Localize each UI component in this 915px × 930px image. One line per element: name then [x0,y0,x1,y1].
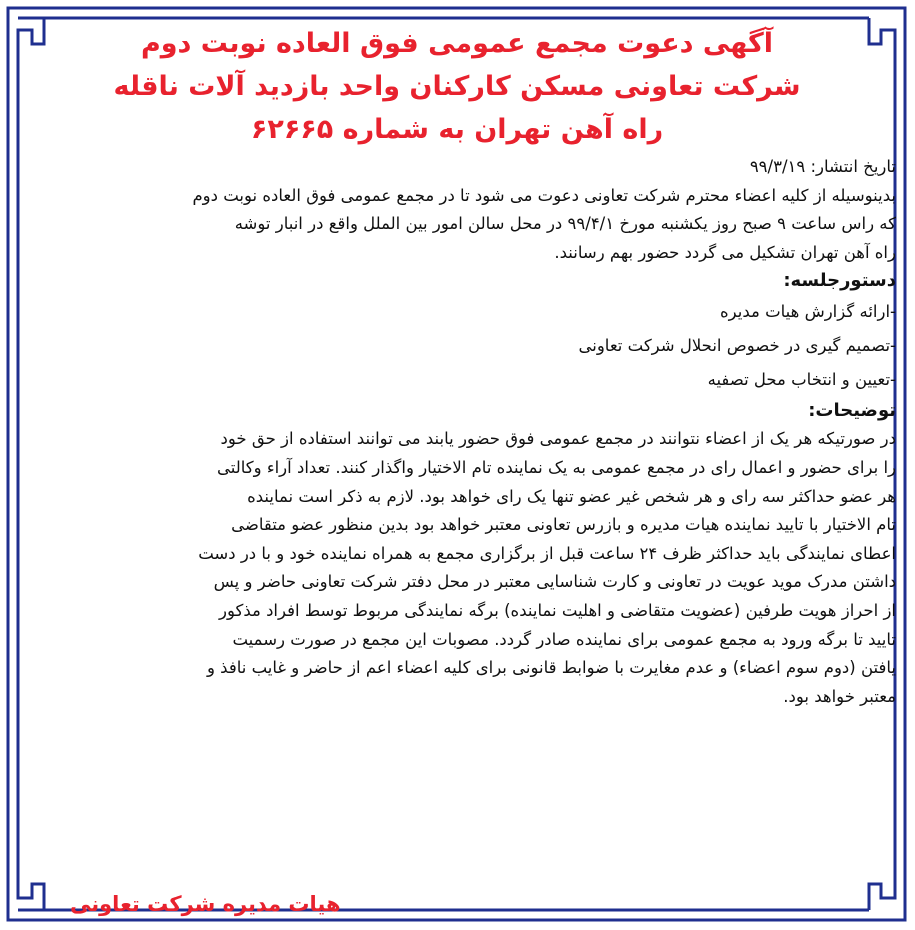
notes-line: را برای حضور و اعمال رای در مجمع عمومی به یک نماینده تام الاختیار واگذار کنند. تعداد آراء وکالتی [216,457,896,477]
title-block [18,22,896,151]
announcement [18,22,896,916]
intro-line: بدینوسیله از کلیه اعضاء محترم شرکت تعاونی دعوت می شود تا در مجمع عمومی فوق العاده نوبت دوم [192,185,896,205]
agenda-item: -تصمیم گیری در خصوص انحلال شرکت تعاونی [578,336,896,356]
publication-date: تاریخ انتشار: ۹۹/۳/۱۹ [749,157,896,176]
body [18,153,896,711]
notes-line: یافتن (دوم سوم اعضاء) و عدم مغایرت با ضوابط قانونی برای کلیه اعضاء اعم از حاضر و غایب نافذ و [206,658,896,678]
notes-line: معتبر خواهد بود. [783,686,896,706]
notes-line: اعطای نمایندگی باید حداکثر ظرف ۲۴ ساعت قبل از برگزاری مجمع به همراه نماینده خود و با در دست [198,543,896,563]
title-line-1: آگهی دعوت مجمع عمومی فوق العاده نوبت دوم [140,28,773,59]
agenda-item: -ارائه گزارش هیات مدیره [720,302,896,322]
notes-line: از احراز هویت طرفین (عضویت متقاضی و اهلیت نماینده) برگه نمایندگی مربوط توسط افراد مذکور [218,600,896,620]
title-line-3: راه آهن تهران به شماره ۶۲۶۶۵ [250,114,664,145]
notes-line: در صورتیکه هر یک از اعضاء نتوانند در مجمع عمومی فوق حضور یابند می توانند استفاده از حق خود [220,429,896,449]
intro-line: راه آهن تهران تشکیل می گردد حضور بهم رسانند. [554,242,896,262]
agenda-item: -تعیین و انتخاب محل تصفیه [707,370,896,390]
notes-line: تام الاختیار با تایید نماینده هیات مدیره و بازرس تعاونی معتبر خواهد بود بدین منظور عضو متقاضی [231,515,896,535]
notes-line: هر عضو حداکثر سه رای و هر شخص غیر عضو تنها یک رای خواهد بود. لازم به ذکر است نماینده [247,486,896,506]
signature: هیات مدیره شرکت تعاونی [70,892,341,916]
notes-line: داشتن مدرک موید عویت در تعاونی و کارت شناسایی معتبر در محل دفتر شرکت تعاونی حاضر و پس [213,572,896,592]
notes-line: تایید تا برگه ورود به مجمع عمومی برای نماینده صادر گردد. مصوبات این مجمع در صورت رسمیت [232,629,896,649]
title-line-2: شرکت تعاونی مسکن کارکنان واحد بازدید آلات ناقله [113,71,801,102]
agenda-heading: دستورجلسه: [783,270,896,292]
intro-line: که راس ساعت ۹ صبح روز یکشنبه مورخ ۹۹/۴/۱ در محل سالن امور بین الملل واقع در انبار توشه [234,214,896,234]
notes-heading: توضیحات: [808,400,896,422]
